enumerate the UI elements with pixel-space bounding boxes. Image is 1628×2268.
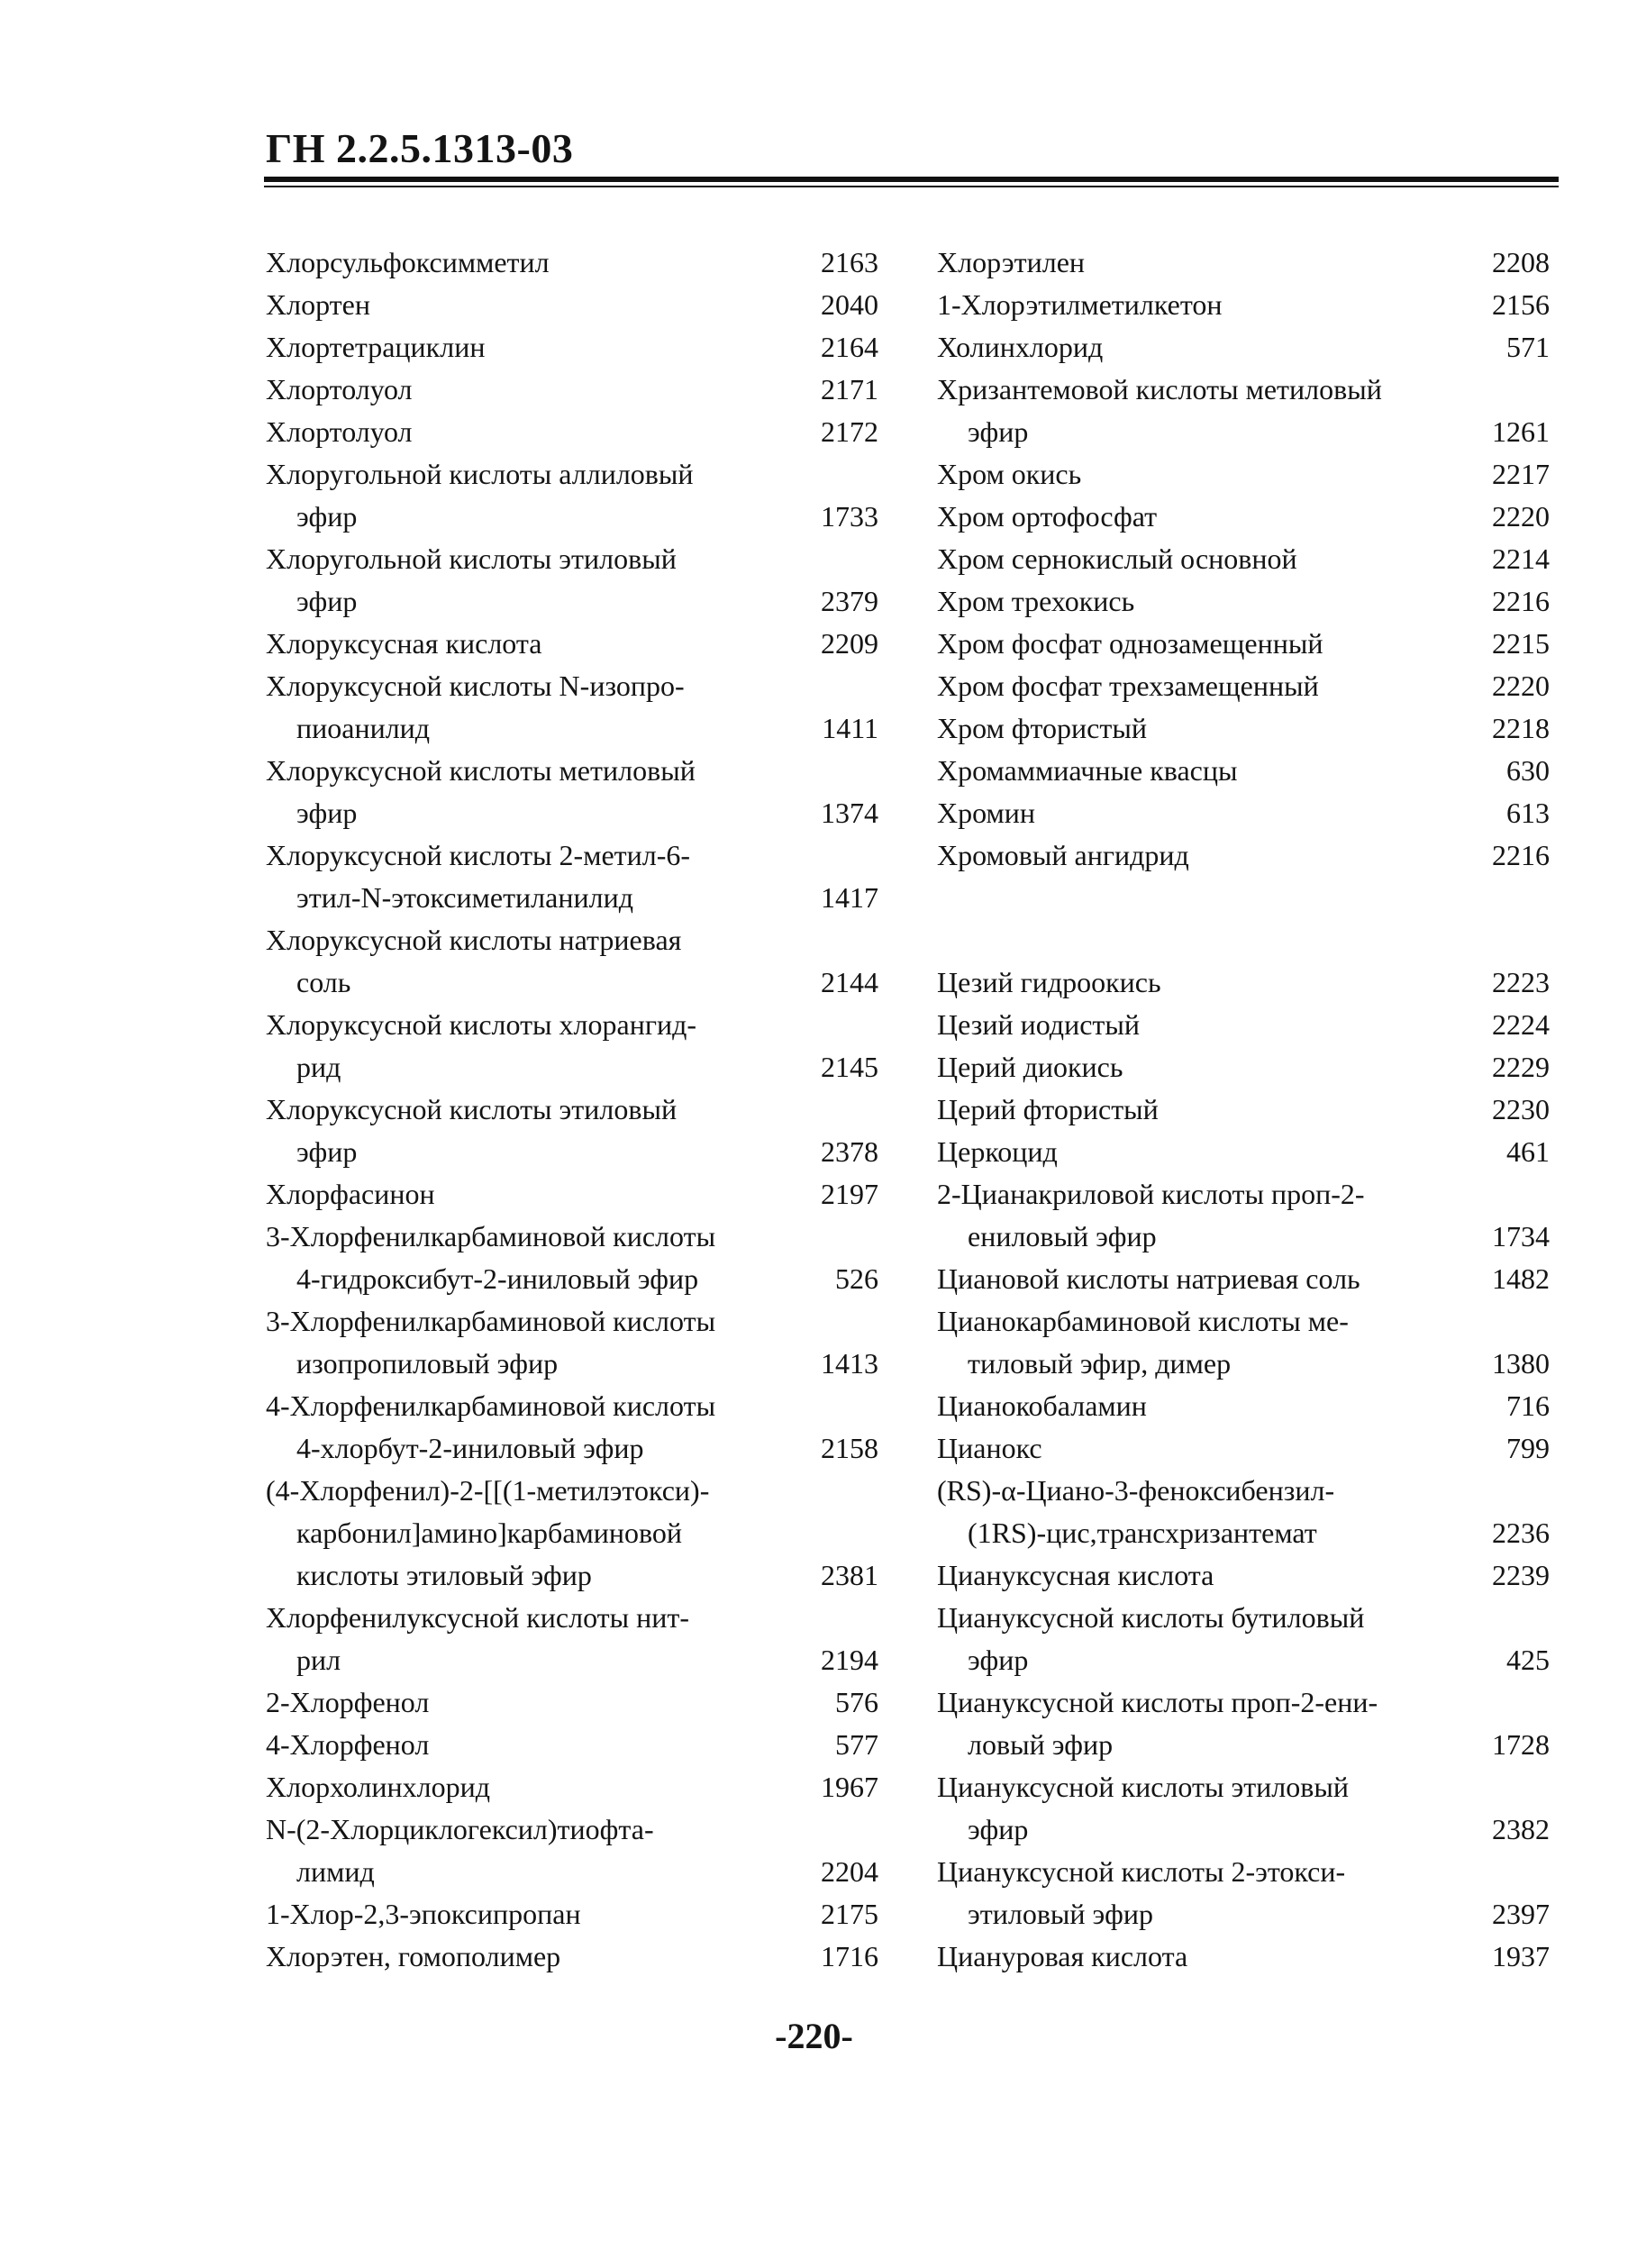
entry-term-continuation: изопропиловый эфир [296,1347,559,1380]
document-code-header: ГН 2.2.5.1313-03 [266,125,574,171]
index-entry [937,834,1550,877]
index-entry [937,1851,1550,1936]
entry-term: Хлорэтилен [937,246,1086,278]
entry-term: Хлортолуол [266,415,413,448]
index-entry [266,241,878,284]
entry-term-continuation: тиловый эфир, димер [968,1347,1232,1380]
entry-number: 2229 [1492,1051,1550,1083]
entry-term-continuation: этил-N-этоксиметиланилид [296,881,633,914]
entry-number: 2194 [821,1644,878,1676]
entry-number: 526 [835,1262,878,1295]
group-separator [937,877,1550,961]
index-entry [937,1173,1550,1258]
entry-term-continuation: 4-гидроксибут-2-иниловый эфир [296,1262,699,1295]
entry-term: Хромовый ангидрид [937,839,1189,871]
index-entry [937,1597,1550,1681]
index-entry [937,1936,1550,1978]
entry-number: 2397 [1492,1898,1550,1930]
index-entry [266,1681,878,1724]
index-entry [266,453,878,538]
entry-term: Хром трехокись [937,585,1135,617]
index-entry [266,411,878,453]
entry-number: 2158 [821,1432,878,1464]
entry-number: 1733 [821,500,878,533]
index-entry [937,623,1550,665]
entry-term: Хризантемовой кислоты метиловый [937,373,1382,405]
entry-number: 1482 [1492,1262,1550,1295]
entry-number: 1734 [1492,1220,1550,1252]
index-entry [266,1724,878,1766]
entry-number: 2217 [1492,458,1550,490]
entry-number: 2175 [821,1898,878,1930]
entry-term: Хлорфенилуксусной кислоты нит- [266,1601,690,1634]
entry-number: 2145 [821,1051,878,1083]
entry-term: Хром окись [937,458,1082,490]
entry-term: Хлоругольной кислоты этиловый [266,542,677,575]
entry-term: Циануксусной кислоты этиловый [937,1771,1349,1803]
index-entry [937,961,1550,1004]
index-entry [266,326,878,369]
entry-term: 3-Хлорфенилкарбаминовой кислоты [266,1220,716,1252]
entry-number: 716 [1506,1389,1550,1422]
entry-number: 2156 [1492,288,1550,321]
index-entry [266,369,878,411]
right-index-column [937,241,1550,1978]
entry-term: 2-Хлорфенол [266,1686,430,1718]
entry-number: 2220 [1492,669,1550,702]
entry-term: Хром ортофосфат [937,500,1158,533]
index-entry [937,453,1550,496]
index-entry [937,1046,1550,1088]
entry-number: 630 [1506,754,1550,787]
entry-number: 425 [1506,1644,1550,1676]
entry-term: Церкоцид [937,1135,1058,1168]
entry-term: Хлоруксусной кислоты метиловый [266,754,696,787]
entry-term-continuation: эфир [296,797,358,829]
entry-term-continuation: 4-хлорбут-2-иниловый эфир [296,1432,644,1464]
index-entry [266,1936,878,1978]
entry-term: Хлорсульфоксимметил [266,246,550,278]
entry-term: Хлоругольной кислоты аллиловый [266,458,694,490]
entry-term: Хлоруксусной кислоты натриевая [266,924,682,956]
entry-term: Хлортетрациклин [266,331,486,363]
entry-term-continuation: эфир [968,1813,1029,1845]
entry-term: Хромаммиачные квасцы [937,754,1238,787]
entry-term: Циануксусной кислоты проп-2-ени- [937,1686,1378,1718]
entry-term: Хром фосфат трехзамещенный [937,669,1319,702]
entry-number: 1380 [1492,1347,1550,1380]
entry-number: 2204 [821,1855,878,1888]
entry-number: 577 [835,1728,878,1761]
entry-term-continuation: ениловый эфир [968,1220,1157,1252]
index-entry [266,1300,878,1385]
index-entry [266,919,878,1004]
entry-term: Циануровая кислота [937,1940,1188,1972]
entry-number: 1967 [821,1771,878,1803]
entry-term-continuation: эфир [296,1135,358,1168]
index-entry [266,750,878,834]
entry-term: Хром фосфат однозамещенный [937,627,1323,660]
entry-term: Холинхлорид [937,331,1104,363]
entry-number: 1374 [821,797,878,829]
entry-number: 2209 [821,627,878,660]
entry-term: Циануксусной кислоты 2-этокси- [937,1855,1346,1888]
entry-term: Хлорэтен, гомополимер [266,1940,561,1972]
index-entry [937,707,1550,750]
entry-number: 1937 [1492,1940,1550,1972]
entry-number: 2220 [1492,500,1550,533]
entry-term-continuation: лимид [296,1855,375,1888]
entry-number: 2224 [1492,1008,1550,1041]
entry-term: Хлортен [266,288,370,321]
entry-number: 2216 [1492,585,1550,617]
entry-term-continuation: рил [296,1644,341,1676]
index-entry [266,834,878,919]
index-entry [937,665,1550,707]
index-entry [266,1893,878,1936]
entry-term-continuation: эфир [968,1644,1029,1676]
index-entry [937,1088,1550,1131]
index-entry [937,241,1550,284]
entry-term: (RS)-α-Циано-3-феноксибензил- [937,1474,1335,1507]
entry-term: 1-Хлор-2,3-эпоксипропан [266,1898,581,1930]
entry-number: 2163 [821,246,878,278]
entry-term: Хлортолуол [266,373,413,405]
entry-term: Хлорхолинхлорид [266,1771,491,1803]
entry-term: 1-Хлорэтилметилкетон [937,288,1223,321]
index-entry [266,1088,878,1173]
entry-number: 2171 [821,373,878,405]
index-entry [266,623,878,665]
entry-term-continuation: карбонил]амино]карбаминовой [296,1517,683,1549]
entry-term: Цезий иодистый [937,1008,1141,1041]
entry-number: 2040 [821,288,878,321]
entry-term: Цианокарбаминовой кислоты ме- [937,1305,1349,1337]
index-entry [937,284,1550,326]
entry-term: Циановой кислоты натриевая соль [937,1262,1360,1295]
entry-term-continuation: этиловый эфир [968,1898,1153,1930]
index-entry [937,1766,1550,1851]
index-entry [937,580,1550,623]
index-entry [266,538,878,623]
entry-term-continuation: пиоанилид [296,712,431,744]
entry-term: Хлоруксусной кислоты этиловый [266,1093,678,1125]
entry-term: Циануксусная кислота [937,1559,1214,1591]
entry-term-continuation: ловый эфир [968,1728,1114,1761]
entry-number: 1716 [821,1940,878,1972]
entry-term-continuation: (1RS)-цис,трансхризантемат [968,1517,1317,1549]
index-entry [937,1004,1550,1046]
entry-term-continuation: эфир [296,500,358,533]
entry-term: Хром фтористый [937,712,1147,744]
index-entry [937,1681,1550,1766]
entry-term: Циануксусной кислоты бутиловый [937,1601,1365,1634]
index-entry [937,496,1550,538]
entry-term-continuation: эфир [968,415,1029,448]
entry-number: 2144 [821,966,878,998]
entry-number: 2379 [821,585,878,617]
entry-number: 1413 [821,1347,878,1380]
entry-number: 2216 [1492,839,1550,871]
entry-term: Цезий гидроокись [937,966,1161,998]
entry-term-continuation: эфир [296,585,358,617]
entry-number: 2197 [821,1178,878,1210]
entry-number: 2208 [1492,246,1550,278]
left-index-column [266,241,878,1978]
entry-term: (4-Хлорфенил)-2-[[(1-метилэтокси)- [266,1474,710,1507]
entry-number: 571 [1506,331,1550,363]
header-rule-thick [264,177,1559,182]
index-entry [266,1173,878,1216]
entry-term: Хлоруксусной кислоты 2-метил-6- [266,839,691,871]
entry-term: Хромин [937,797,1035,829]
header-rule-thin [264,186,1559,187]
index-entry [937,1554,1550,1597]
index-entry [937,1300,1550,1385]
entry-number: 2218 [1492,712,1550,744]
entry-term: Церий диокись [937,1051,1123,1083]
entry-term-continuation: соль [296,966,351,998]
index-entry [937,1385,1550,1427]
index-entry [937,326,1550,369]
index-group-kh [937,241,1550,877]
index-entry [266,1766,878,1808]
index-entry [266,1216,878,1300]
entry-term-continuation: рид [296,1051,341,1083]
entry-number: 799 [1506,1432,1550,1464]
entry-number: 613 [1506,797,1550,829]
entry-term: Хлоруксусной кислоты N-изопро- [266,669,685,702]
entry-term: 3-Хлорфенилкарбаминовой кислоты [266,1305,716,1337]
entry-term: Церий фтористый [937,1093,1159,1125]
entry-number: 2381 [821,1559,878,1591]
entry-number: 2223 [1492,966,1550,998]
entry-term: N-(2-Хлорциклогексил)тиофта- [266,1813,654,1845]
entry-number: 2215 [1492,627,1550,660]
index-entry [937,792,1550,834]
index-entry [937,1470,1550,1554]
index-entry [266,1597,878,1681]
entry-number: 461 [1506,1135,1550,1168]
entry-term: Цианокс [937,1432,1042,1464]
index-entry [266,1385,878,1470]
index-entry [937,750,1550,792]
entry-term: Цианокобаламин [937,1389,1147,1422]
entry-term-continuation: кислоты этиловый эфир [296,1559,592,1591]
entry-number: 2236 [1492,1517,1550,1549]
index-group-ts [937,961,1550,1978]
entry-number: 1417 [821,881,878,914]
entry-number: 1728 [1492,1728,1550,1761]
entry-term: Хлорфасинон [266,1178,435,1210]
entry-number: 2378 [821,1135,878,1168]
entry-term: Хлоруксусная кислота [266,627,542,660]
index-entry [937,1131,1550,1173]
index-entry [937,1258,1550,1300]
index-entry [937,369,1550,453]
entry-number: 1261 [1492,415,1550,448]
index-entry [266,1808,878,1893]
entry-term: Хром сернокислый основной [937,542,1297,575]
entry-term: 4-Хлорфенол [266,1728,430,1761]
entry-number: 2230 [1492,1093,1550,1125]
index-entry [266,284,878,326]
entry-number: 576 [835,1686,878,1718]
entry-number: 2214 [1492,542,1550,575]
index-entry [937,1427,1550,1470]
entry-number: 1411 [822,712,878,744]
entry-number: 2164 [821,331,878,363]
index-entry [266,1004,878,1088]
entry-term: 4-Хлорфенилкарбаминовой кислоты [266,1389,716,1422]
entry-term: Хлоруксусной кислоты хлорангид- [266,1008,697,1041]
entry-number: 2172 [821,415,878,448]
index-entry [937,538,1550,580]
page-number: -220- [775,2016,853,2056]
entry-term: 2-Цианакриловой кислоты проп-2- [937,1178,1365,1210]
index-entry [266,1470,878,1597]
entry-number: 2382 [1492,1813,1550,1845]
entry-number: 2239 [1492,1559,1550,1591]
index-entry [266,665,878,750]
